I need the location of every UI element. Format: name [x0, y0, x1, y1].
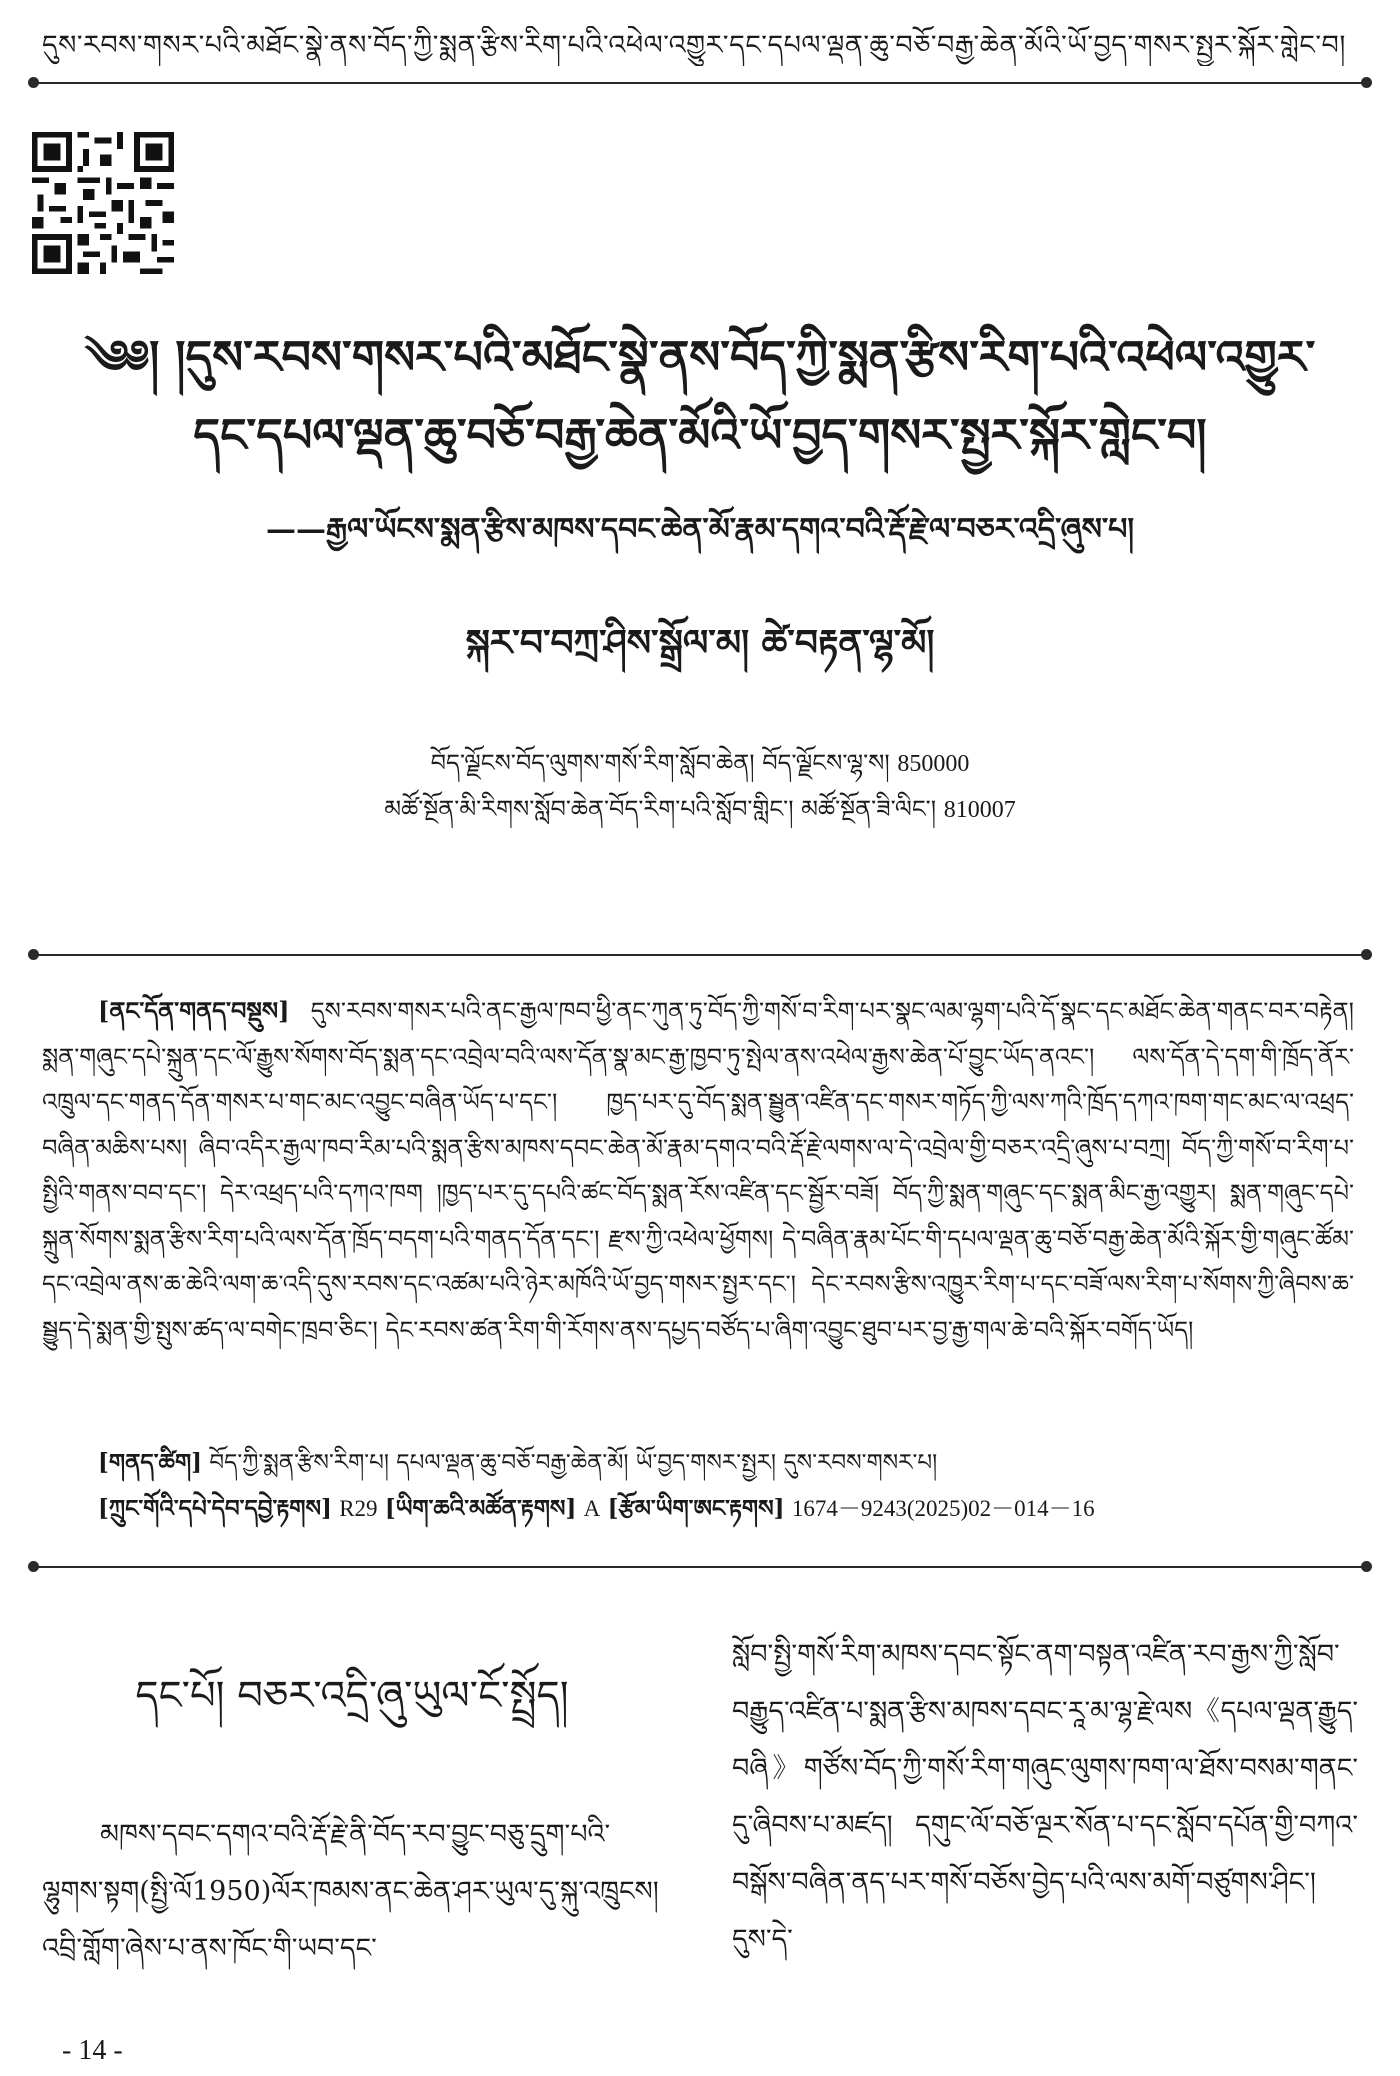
affiliation-2 — [100, 792, 1300, 827]
affiliation-1-postcode: 850000 — [897, 751, 970, 777]
abstract-bottom-rule — [34, 1566, 1366, 1568]
abstract-paragraph — [42, 988, 1354, 1353]
body-left-column: མཁས་དབང་དགའ་བའི་རྡོ་རྗེ་ནི་བོད་རབ་བྱུང་བཅུ་དྲུག་པའི་ལྷུགས་སྟག(སྤྱི་ལོ1950)ལོར་ཁམས་ནང་ཆེན་ཤར་ཡུལ་དུ་སྐུ་འཁྲུངས། འབྲི་གློག་ཞེས་པ་ནས་ཁོང་གི་ཡབ་དང་ — [42, 1819, 659, 1964]
affiliation-1 — [100, 746, 1300, 781]
running-head: དུས་རབས་གསར་པའི་མཐོང་སྣེ་ནས་བོད་ཀྱི་སྨན་རྩིས་རིག་པའི་འཕེལ་འགྱུར་དང་དཔལ་ལྡན་ཆུ་བཅོ་བརྒྱ་ཆེན་མོའི་ཡོ་བྱད་གསར་སྤྱར་སྐོར་གླེང་བ། — [42, 30, 1346, 61]
body-right-column: སློབ་སྤྱི་གསོ་རིག་མཁས་དབང་སྟོང་ནག་བསྟན་འཛིན་རབ་རྒྱས་ཀྱི་སློབ་བརྒྱུད་འཛིན་པ་སྨན་རྩིས་མཁས་དབང་རཱ་མ་ལྷ་རྗེ་ལས《དཔལ་ལྡན་རྒྱུད་བཞི》གཙོས་བོད་ཀྱི་གསོ་རིག་གཞུང་ལུགས་ཁག་ལ་ཐོས་བསམ་གནང་དུ་ཞིབས་པ་མཛད། དགུང་ལོ་བཅོ་ལྔར་སོན་པ་དང་སློབ་དཔོན་གྱི་བཀའ་བསྒོས་བཞིན་ནད་པར་གསོ་བཅོས་བྱེད་པའི་ལས་མགོ་བཙུགས་ཤིང་། དུས་དེ་ — [732, 1639, 1358, 1955]
page-number: - 14 - — [62, 2035, 123, 2066]
keywords-line — [98, 1446, 1354, 1480]
article-title — [40, 318, 1360, 474]
title-line-2: དང་དཔལ་ལྡན་ཆུ་བཅོ་བརྒྱ་ཆེན་མོའི་ཡོ་བྱད་གསར་སྤྱར་སྐོར་གླེང་བ། — [193, 408, 1207, 462]
doc-code-value: A — [583, 1496, 601, 1521]
title-line-1: ༄༅། །དུས་རབས་གསར་པའི་མཐོང་སྣེ་ནས་བོད་ཀྱི་སྨན་རྩིས་རིག་པའི་འཕེལ་འགྱུར་ — [84, 330, 1316, 384]
keywords-label: [གནད་ཚིག] — [98, 1449, 203, 1476]
keywords-text: བོད་ཀྱི་སྨན་རྩིས་རིག་པ། དཔལ་ལྡན་ཆུ་བཅོ་བརྒྱ་ཆེན་མོ། ཡོ་བྱད་གསར་སྤྱར། དུས་རབས་གསར་པ། — [209, 1450, 938, 1476]
abstract — [42, 988, 1354, 1353]
article-number-label: [རྩོམ་ཡིག་ཨང་རྟགས] — [607, 1495, 785, 1522]
article-subtitle: ——རྒྱལ་ཡོངས་སྨན་རྩིས་མཁས་དབང་ཆེན་མོ་རྣམ་དགའ་བའི་རྡོ་རྗེ་ལ་བཅར་འདྲི་ཞུས་པ། — [265, 512, 1135, 547]
abstract-label: [ནང་དོན་གནད་བསྡུས] — [98, 996, 290, 1025]
abstract-top-rule — [34, 954, 1366, 956]
header-rule — [34, 82, 1366, 84]
clc-value: R29 — [339, 1496, 378, 1521]
article-number-value: 1674－9243(2025)02－014－16 — [791, 1496, 1095, 1521]
affiliation-1-text: བོད་ལྗོངས་བོད་ལུགས་གསོ་རིག་སློབ་ཆེན། བོད་ལྗོངས་ལྷ་ས། — [430, 749, 890, 777]
qr-code-icon — [32, 132, 174, 274]
author-names: སྐར་བ་བཀྲ་ཤིས་སྒྲོལ་མ། ཚེ་བརྟན་ལྷ་མོ། — [465, 622, 935, 664]
classification-line — [98, 1492, 1354, 1526]
affiliation-2-postcode: 810007 — [943, 797, 1016, 823]
doc-code-label: [ཡིག་ཆའི་མཚོན་རྟགས] — [384, 1495, 577, 1522]
abstract-text: དུས་རབས་གསར་པའི་ནང་རྒྱལ་ཁབ་ཕྱི་ནང་ཀུན་ཏུ་བོད་ཀྱི་གསོ་བ་རིག་པར་སྣང་ལམ་ལྷག་པའི་དོ་སྣང་དང་མཐོང་ཆེན་གནང་བར་བརྟེན། སྨན་གཞུང་དཔེ་སྐྲུན་དང་ལོ་རྒྱུས་སོགས་བོད་སྨན་དང་འབྲེལ་བའི་ལས་དོན་སྣ་མང་རྒྱ་ཁྱབ་ཏུ་སྤེལ་ནས་འཕེལ་རྒྱས་ཆེན་པོ་བྱུང་ཡོད་ནའང་། ལས་དོན་དེ་དག་གི་ཁྲོད་ནོར་འཁྲུལ་དང་གནད་དོན་གསར་པ་གང་མང་འབྱུང་བཞིན་ཡོད་པ་དང་། ཁྱད་པར་དུ་བོད་སྨན་སྦྱུན་འཛིན་དང་གསར་གཏོད་ཀྱི་ལས་ཀའི་ཁྲོད་དཀའ་ཁག་གང་མང་ལ་འཕྲད་བཞིན་མཆིས་པས། ཞིབ་འདིར་རྒྱལ་ཁབ་རིམ་པའི་སྨན་རྩིས་མཁས་དབང་ཆེན་མོ་རྣམ་དགའ་བའི་རྡོ་རྗེ་ལགས་ལ་དེ་འབྲེལ་གྱི་བཅར་འདྲི་ཞུས་པ་བཀྲ། བོད་ཀྱི་གསོ་བ་རིག་པ་སྤྱིའི་གནས་བབ་དང་། དེར་འཕྲད་པའི་དཀའ་ཁག །ཁྱད་པར་དུ་དཔའི་ཚང་བོད་སྨན་རོས་འཛིན་དང་སྦྱོར་བཟོ། བོད་ཀྱི་སྨན་གཞུང་དང་སྨན་མིང་རྒྱ་འགྱུར། སྨན་གཞུང་དཔེ་སྐྲུན་སོགས་སྨན་རྩིས་རིག་པའི་ལས་དོན་ཁྲོད་བདག་པའི་གནད་དོན་དང་། རྫས་ཀྱི་འཕེལ་ཕྱོགས། དེ་བཞིན་རྣམ་པོང་གི་དཔལ་ལྡན་ཆུ་བཅོ་བརྒྱ་ཆེན་མོའི་སྐོར་གྱི་གཞུང་ཚོམ་དང་འབྲེལ་ནས་ཆ་ཆེའི་ལག་ཆ་འདི་དུས་རབས་དང་འཚམ་པའི་ཉེར་མཁོའི་ཡོ་བྱད་གསར་སྤྱར་དང་། དེང་རབས་རྩིས་འཁྱུར་རིག་པ་དང་བཟོ་ལས་རིག་པ་སོགས་ཀྱི་ཞིབས་ཆ་སྦྱུད་དེ་སྨན་གྱི་སྤུས་ཚད་ལ་བགེང་ཁྲབ་ཅིང་། དེང་རབས་ཚན་རིག་གི་རོགས་ནས་དཔྱད་བཙོད་པ་ཞིག་འབྱུང་ཐུབ་པར་བྱ་རྒྱ་གལ་ཆེ་བའི་སྐོར་བགོད་ཡོད། — [42, 997, 1354, 1344]
section-heading: དང་པོ། བཅར་འདྲི་ཞུ་ཡུལ་ངོ་སྤྲོད། — [135, 1673, 569, 1719]
clc-label: [ཀྲུང་གོའི་དཔེ་དེབ་དབྱེ་རྟགས] — [98, 1495, 332, 1522]
affiliation-2-text: མཚོ་སྔོན་མི་རིགས་སློབ་ཆེན་བོད་རིག་པའི་སློབ་གླིང་། མཚོ་སྔོན་ཟི་ལིང་། — [384, 795, 937, 823]
